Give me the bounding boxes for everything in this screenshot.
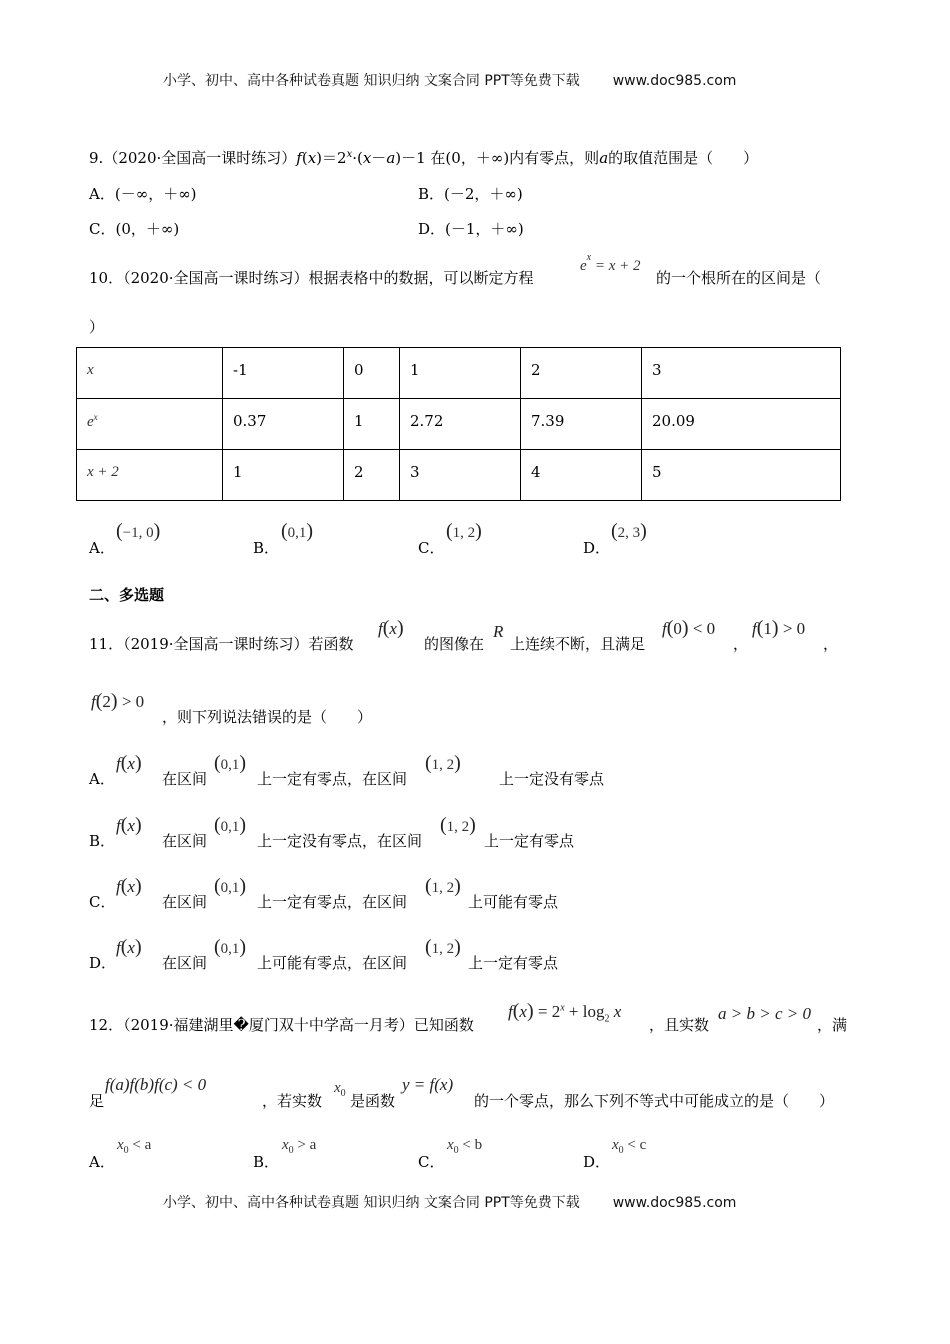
q11-option-a-text3: 上一定没有零点: [499, 770, 605, 788]
q12-option-d-math: $x_0 < c$: [612, 1137, 647, 1156]
q11-option-b-fx: f(x): [116, 814, 142, 836]
section-heading: 二、多选题: [89, 586, 165, 604]
header-text: 小学、初中、高中各种试卷真题 知识归纳 文案合同 PPT等免费下载: [163, 73, 580, 89]
q12-stem-7: 的一个零点，那么下列不等式中可能成立的是（ ）: [474, 1092, 835, 1110]
page-footer: [163, 1192, 736, 1212]
page-header: [163, 70, 736, 90]
q10-stem-tail: 的一个根所在的区间是（: [656, 269, 822, 287]
q11-option-b-text2: 上一定没有零点，在区间: [257, 832, 423, 850]
table-row: x + 2 1 2 3 4 5: [77, 450, 841, 501]
q12-stem-6: 是函数: [350, 1092, 396, 1110]
q12-function-def: $f(x) = 2^x + \log_2 x$: [508, 1000, 622, 1025]
q11-stem-tail: ，则下列说法错误的是（ ）: [162, 708, 373, 726]
row-label-ex: $e^x$: [77, 399, 223, 450]
q11-option-c-int1: (0,1): [214, 875, 247, 897]
q10-option-a-math: (−1, 0): [116, 520, 161, 542]
q9-option-c[interactable]: C．(0，＋∞): [89, 220, 180, 238]
q11-option-d-text3: 上一定有零点: [468, 954, 559, 972]
q11-option-d-int2: (1, 2): [425, 936, 461, 958]
footer-site-link[interactable]: www.doc985.com: [612, 1195, 737, 1211]
q11-option-d-text1: 在区间: [162, 954, 208, 972]
q11-option-b-int1: (0,1): [214, 814, 247, 836]
q10-option-c[interactable]: C．: [418, 539, 445, 557]
data-table: [76, 347, 841, 501]
q11-option-d-int1: (0,1): [214, 936, 247, 958]
q10-option-b[interactable]: B．: [253, 539, 280, 557]
q12-option-b-math: $x_0 > a$: [282, 1137, 317, 1156]
q12-yfx: y = f(x): [402, 1075, 454, 1094]
q11-option-c-text1: 在区间: [162, 893, 208, 911]
q11-option-b[interactable]: B．: [89, 832, 116, 850]
q12-stem-4: 足: [89, 1092, 105, 1110]
q11-option-a-text1: 在区间: [162, 770, 208, 788]
q11-stem-2: 的图像在: [424, 635, 485, 653]
q11-option-c-int2: (1, 2): [425, 875, 461, 897]
q12-option-a-math: $x_0 < a$: [117, 1137, 152, 1156]
q10-stem-close: ）: [89, 318, 105, 336]
q11-R: R: [493, 622, 504, 641]
q10-option-a[interactable]: A．: [89, 539, 115, 557]
q11-option-d-text2: 上可能有零点，在区间: [257, 954, 408, 972]
q11-option-d[interactable]: D．: [89, 954, 117, 972]
q12-stem-5: ，若实数: [262, 1092, 323, 1110]
q11-option-a[interactable]: A．: [89, 770, 115, 788]
q10-option-c-math: (1, 2): [446, 520, 482, 542]
q12-stem-2: ，且实数: [649, 1016, 710, 1034]
q11-comma-1: ，: [733, 635, 749, 653]
q11-option-c[interactable]: C．: [89, 893, 116, 911]
q12-x0: $x_0$: [334, 1080, 346, 1099]
row-label-x-plus-2: x + 2: [77, 450, 223, 501]
q10-equation: $e^x = x + 2$: [580, 252, 641, 274]
q11-stem-3: 上连续不断，且满足: [510, 635, 646, 653]
row-label-x: x: [77, 348, 223, 399]
q11-cond-2: f(1) > 0: [752, 617, 806, 639]
q10-option-b-math: (0,1): [281, 520, 314, 542]
q11-option-b-text3: 上一定有零点: [484, 832, 575, 850]
q11-option-b-text1: 在区间: [162, 832, 208, 850]
q9-option-a[interactable]: A．(－∞，＋∞): [89, 185, 197, 203]
q11-option-a-text2: 上一定有零点，在区间: [257, 770, 408, 788]
q11-option-b-int2: (1, 2): [440, 814, 476, 836]
q12-product: f(a)f(b)f(c) < 0: [105, 1075, 207, 1094]
q11-cond-3: f(2) > 0: [91, 690, 145, 712]
q12-stem-3: ，满: [817, 1016, 848, 1034]
q12-stem: 12．（2019·福建湖里�厦门双十中学高一月考）已知函数: [89, 1016, 474, 1034]
q9-option-b[interactable]: B．(－2，＋∞): [418, 185, 523, 203]
q11-option-a-fx: f(x): [116, 752, 142, 774]
table-row: $e^x$ 0.37 1 2.72 7.39 20.09: [77, 399, 841, 450]
q11-cond-1: f(0) < 0: [662, 617, 716, 639]
q11-option-a-int2: (1, 2): [425, 752, 461, 774]
q12-inequality: a > b > c > 0: [718, 1004, 811, 1023]
q12-option-b[interactable]: B．: [253, 1153, 280, 1171]
q10-stem: 10．（2020·全国高一课时练习）根据表格中的数据，可以断定方程: [89, 269, 534, 287]
q9-option-d[interactable]: D．(－1，＋∞): [418, 220, 524, 238]
q12-option-c-math: $x_0 < b$: [447, 1137, 483, 1156]
q11-fx: f(x): [378, 617, 404, 639]
q11-option-a-int1: (0,1): [214, 752, 247, 774]
q12-option-d[interactable]: D．: [583, 1153, 611, 1171]
q11-comma-2: ，: [823, 635, 839, 653]
q11-stem: 11．（2019·全国高一课时练习）若函数: [89, 635, 354, 653]
q11-option-c-text3: 上可能有零点: [468, 893, 559, 911]
q10-option-d[interactable]: D．: [583, 539, 611, 557]
q9-stem: 9.（2020·全国高一课时练习）$f(x)=2^x\cdot(x-a)-1$ 在(0，＋∞)内有零点，则a的取值范围是（ ）: [89, 149, 759, 167]
q11-option-d-fx: f(x): [116, 936, 142, 958]
q11-option-c-fx: f(x): [116, 875, 142, 897]
footer-text: 小学、初中、高中各种试卷真题 知识归纳 文案合同 PPT等免费下载: [163, 1195, 580, 1211]
table-row: x -1 0 1 2 3: [77, 348, 841, 399]
header-site-link[interactable]: www.doc985.com: [612, 73, 737, 89]
q12-option-a[interactable]: A．: [89, 1153, 115, 1171]
q12-option-c[interactable]: C．: [418, 1153, 445, 1171]
q10-option-d-math: (2, 3): [611, 520, 647, 542]
q11-option-c-text2: 上一定有零点，在区间: [257, 893, 408, 911]
